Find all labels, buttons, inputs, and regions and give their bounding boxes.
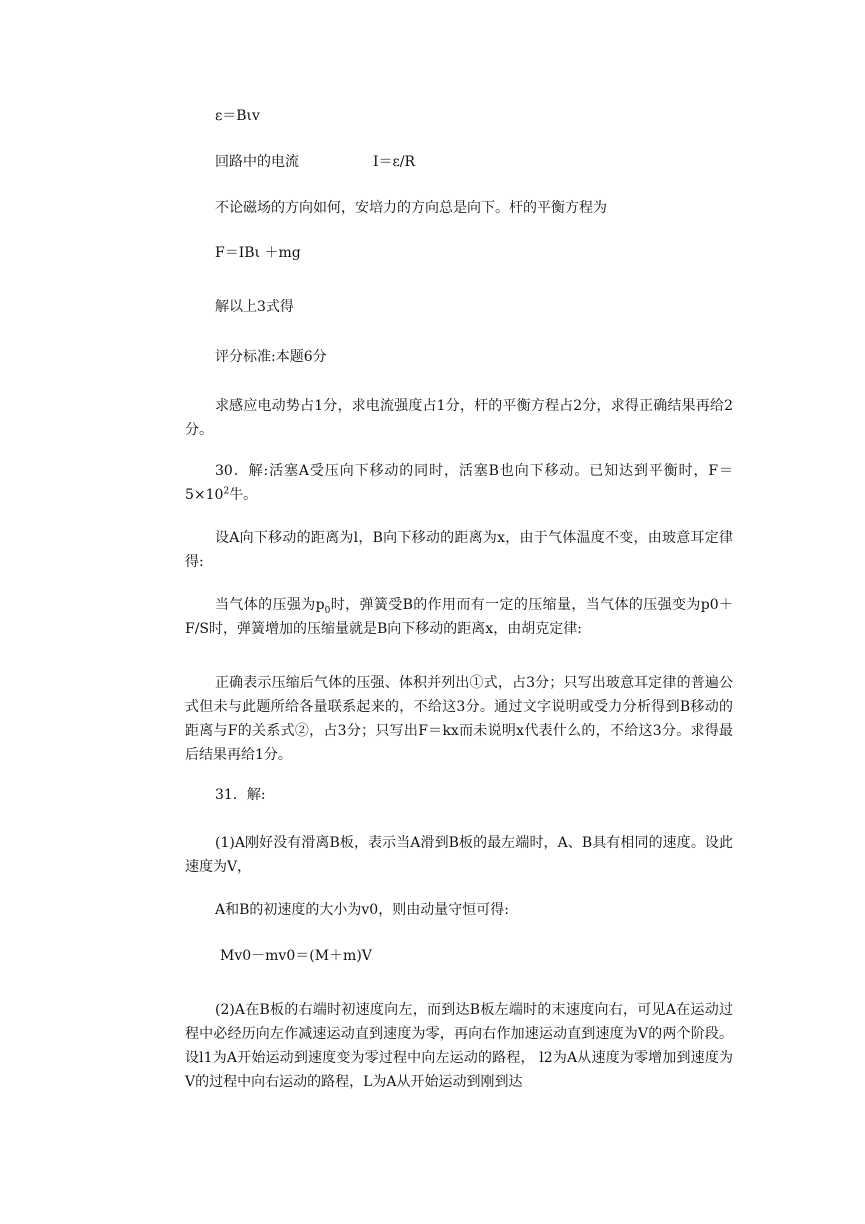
q30-spring-text-a: 当气体的压强为p [215, 597, 325, 613]
q30-setup: 设A向下移动的距离为l，B向下移动的距离为x，由于气体温度不变，由玻意耳定律得: [185, 530, 733, 570]
scoring-title: 评分标准:本题6分 [215, 349, 327, 365]
q30-spring [185, 593, 733, 641]
current-label: 回路中的电流 [215, 154, 299, 170]
q30-statement [185, 459, 733, 507]
emf-equation: ε＝Bιv [215, 108, 260, 124]
scoring-detail: 求感应电动势占1分，求电流强度占1分，杆的平衡方程占2分，求得正确结果再给2分。 [185, 398, 733, 438]
force-direction-text: 不论磁场的方向如何，安培力的方向总是向下。杆的平衡方程为 [215, 200, 607, 216]
q30-text-before: 30．解:活塞A受压向下移动的同时，活塞B也向下移动。已知达到平衡时，F＝5×10 [185, 463, 733, 503]
q30-exponent: 2 [223, 486, 230, 497]
balance-equation: F＝IBι ＋mg [215, 245, 301, 261]
q31-momentum-equation: Mv0－mv0＝(M＋m)V [220, 948, 372, 964]
current-line [215, 150, 415, 174]
q31-title: 31．解: [215, 787, 266, 803]
current-formula: I＝ε/R [373, 154, 416, 170]
q30-text-after: 牛。 [229, 487, 258, 503]
solve-three-equations: 解以上3式得 [215, 299, 294, 315]
q30-scoring: 正确表示压缩后气体的压强、体积并列出①式，占3分；只写出玻意耳定律的普遍公式但未与此题所给各量联系起来的，不给这3分。通过文字说明或受力分析得到B移动的距离与F的关系式②，占3分；只写出F＝kx而未说明x代表什么的，不给这3分。求得最后结果再给1分。 [185, 675, 733, 763]
q31-part1: (1)A刚好没有滑离B板，表示当A滑到B板的最左端时，A、B具有相同的速度。设此速度为V， [185, 835, 733, 875]
q30-spring-text-b: 时，弹簧受B的作用而有一定的压缩量，当气体的压强变为p0＋F/S时，弹簧增加的压缩量就是B向下移动的距离x，由胡克定律: [185, 597, 733, 637]
q31-momentum-text: A和B的初速度的大小为v0，则由动量守恒可得: [215, 902, 509, 918]
q31-part2: (2)A在B板的右端时初速度向左，而到达B板左端时的末速度向右，可见A在运动过程中必经历向左作减速运动直到速度为零，再向右作加速运动直到速度为V的两个阶段。设l1为A开始运动到速度变为零过程中向左运动的路程， l2为A从速度为零增加到速度为V的过程中向右运动的路程，L为A从开始运动到刚到达 [185, 1002, 733, 1090]
q30-spring-subscript: 0 [324, 605, 331, 616]
